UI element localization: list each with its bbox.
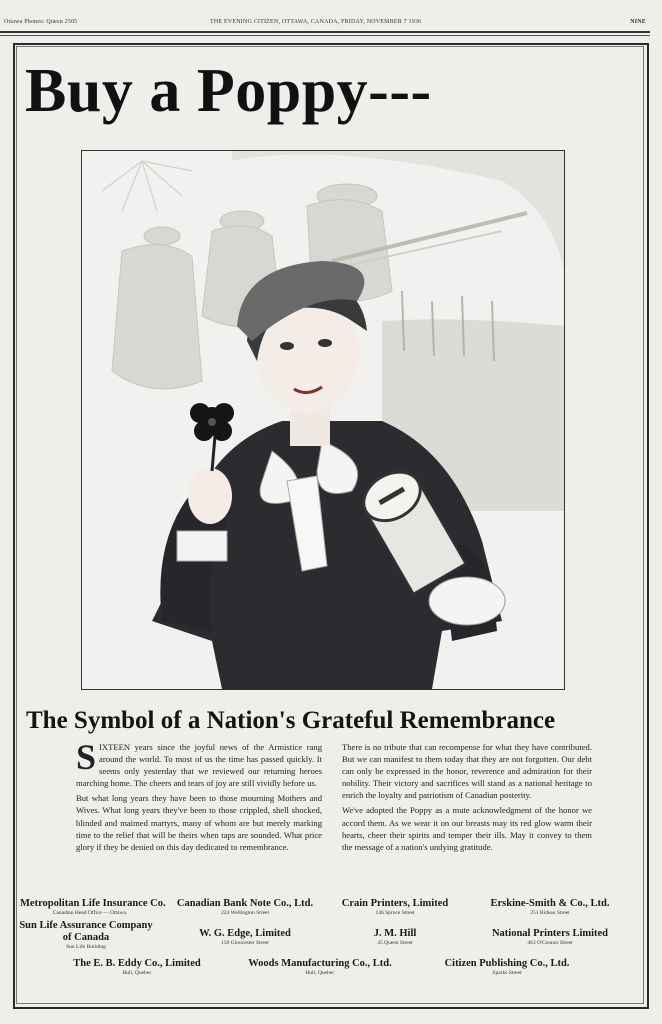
poppy-illustration [81,150,565,690]
sponsor-name: Metropolitan Life Insurance Co. [20,898,166,909]
sponsor-address: Hull, Quebec [305,970,335,976]
sponsor-name: Citizen Publishing Co., Ltd. [444,958,570,969]
sponsor [62,958,212,977]
sponsor-name: J. M. Hill [373,928,417,939]
page-number: NINE [630,19,646,25]
sponsor [16,920,156,951]
masthead-dateline: THE EVENING CITIZEN, OTTAWA, CANADA, FRIDAY, NOVEMBER 7 1936 [210,19,422,25]
drop-cap: S [76,737,97,777]
masthead-phones: Ottawa Phones: Queen 2505 [4,19,78,25]
sponsor-name: Woods Manufacturing Co., Ltd. [248,958,392,969]
sponsor [245,958,395,977]
body-column-right [342,741,592,856]
body-paragraph: IXTEEN years since the joyful news of the Armistice rang around the world. To most of us the time has passed quickly. It seems only yesterday that we reviewed our returning heroes marching home. The cheers and tears of joy are still vividly before us. [76,742,322,789]
sponsor [480,898,620,917]
sponsor-address: 150 Gloucester Street [221,940,269,946]
masthead [0,16,662,30]
sponsor [480,928,620,947]
sponsor-address: Sun Life Building [66,944,106,950]
masthead-rule-thin [0,35,650,36]
sponsor-address: Hull, Quebec [122,970,152,976]
sponsor-name: Erskine-Smith & Co., Ltd. [490,898,610,909]
sponsor [175,928,315,947]
sponsor-address: 224 Wellington Street [220,910,270,916]
sponsor [175,898,315,917]
sponsor-name: Crain Printers, Limited [341,898,449,909]
sponsor [330,928,460,947]
body-paragraph: We've adopted the Poppy as a mute acknowledgment of the honor we accord them. As we wear it on our breasts may its red glow warm their hearts, cheer their spirits and temper their ills. May it convey to them the message of a nation's undying gratitude. [342,805,592,852]
sponsor-name: The E. B. Eddy Co., Limited [73,958,201,969]
masthead-rule [0,31,650,33]
sponsor-name: Sun Life Assurance Company of Canada [19,920,153,943]
sponsor-address: Sparks Street [492,970,522,976]
sponsor [330,898,460,917]
sponsor-address: 45 Queen Street [377,940,413,946]
subheadline: The Symbol of a Nation's Grateful Remembrance [26,707,556,734]
sponsor [432,958,582,977]
sponsor-name: Canadian Bank Note Co., Ltd. [176,898,314,909]
sponsor-name: W. G. Edge, Limited [199,928,291,939]
sponsor-address: Canadian Head Office — Ottawa. [52,910,128,916]
sponsor-address: 463 O'Connor Street [527,940,573,946]
body-paragraph: But what long years they have been to those mourning Mothers and Wives. What long years they've been to those crippled, shell shocked, blinded and maimed martyrs, many of whom are but merely marking time to the relief that will be theirs when taps are sounded. What price glory if they be denied on this day dedicated to remembrance. [76,793,322,852]
body-paragraph: There is no tribute that can recompense for what they have contributed. But we can manifest to them today that they are not forgotten. Our debt can only be expressed in the honor, reverence and admiration for their nobility. Their victory and sacrifices will stand as a national heritage to enrich the loyalty and patriotism of Canadian posterity. [342,742,592,801]
sponsor [20,898,166,917]
sponsor-address: 251 Rideau Street [530,910,570,916]
body-column-left [76,737,322,856]
headline: Buy a Poppy--- [25,57,432,125]
sponsor-address: 146 Spruce Street [375,910,415,916]
sponsor-name: National Printers Limited [491,928,609,939]
